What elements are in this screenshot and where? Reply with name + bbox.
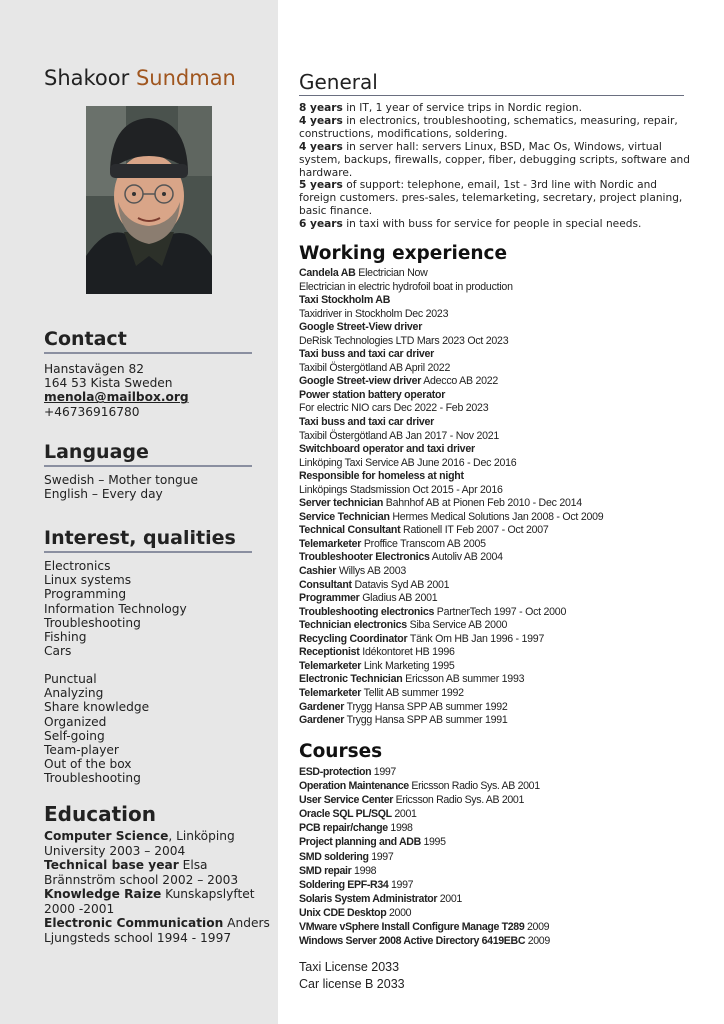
job-entry-title: Electronic Technician [299, 673, 403, 686]
contact-rule [44, 352, 252, 354]
work-list [299, 267, 699, 728]
course-entry-title: Soldering EPF-R34 [299, 878, 389, 891]
job-entry-detail: PartnerTech 1997 - Oct 2000 [434, 605, 567, 618]
address-line: 164 53 Kista Sweden [44, 376, 173, 391]
job-entry-title: Candela AB [299, 267, 356, 279]
job-entry-detail: Idékontoret HB 1996 [359, 646, 455, 659]
interests-rule [44, 551, 252, 553]
quality-item: Share knowledge [44, 700, 150, 715]
job-entry-detail: Taxibil Östergötland AB April 2022 [299, 361, 451, 374]
education-item [44, 829, 272, 858]
course-entry-title: SMD soldering [299, 850, 369, 863]
job-entry [299, 281, 699, 295]
job-entry [299, 335, 699, 349]
job-entry [299, 633, 699, 647]
job-entry [299, 402, 699, 416]
person-name [44, 66, 236, 90]
job-entry-title: Google Street-View driver [299, 321, 423, 334]
education-detail: Elsa Brännström school 2002 – 2003 [44, 858, 239, 887]
course-entry-title: Solaris System Administrator [299, 892, 438, 905]
education-item [44, 858, 272, 887]
job-entry [299, 592, 699, 606]
first-name: Shakoor [44, 66, 130, 90]
course-entry [299, 906, 699, 920]
job-entry [299, 606, 699, 620]
job-entry [299, 362, 699, 376]
job-entry [299, 457, 699, 471]
education-detail: , Linköping University 2003 – 2004 [44, 829, 235, 858]
course-entry-title: SMD repair [299, 864, 352, 877]
job-entry-title: Cashier [299, 565, 337, 578]
general-heading: General [299, 70, 378, 94]
course-entry-detail: 1997 [368, 850, 394, 863]
job-entry [299, 308, 699, 322]
job-entry [299, 430, 699, 444]
job-entry-title: Telemarketer [299, 659, 362, 672]
education-title: Electronic Communication [44, 916, 224, 930]
course-entry-title: Windows Server 2008 Active Directory 6419EBC [299, 935, 526, 948]
summary-years: 4 years [299, 140, 343, 153]
job-entry [299, 579, 699, 593]
license-item: Taxi License 2033 [299, 960, 400, 974]
course-entry [299, 765, 699, 779]
job-entry-title: Taxi buss and taxi car driver [299, 416, 435, 429]
job-entry-detail: Taxibil Östergötland AB Jan 2017 - Nov 2021 [299, 429, 500, 442]
job-entry-title: Troubleshooter Electronics [299, 551, 430, 564]
course-entry-detail: 2001 [437, 892, 462, 905]
course-entry-detail: Ericsson Radio Sys. AB 2001 [393, 794, 524, 807]
course-entry [299, 821, 699, 835]
job-entry-title: Taxi buss and taxi car driver [299, 348, 435, 361]
work-heading: Working experience [299, 243, 508, 264]
course-entry [299, 934, 699, 948]
address-line: Hanstavägen 82 [44, 362, 144, 376]
course-entry-detail: 1998 [387, 822, 413, 835]
job-entry [299, 348, 699, 362]
quality-item: Troubleshooting [44, 771, 141, 786]
job-entry-title: Service Technician [299, 510, 390, 523]
job-entry-detail: For electric NIO cars Dec 2022 - Feb 2023 [299, 402, 489, 415]
job-entry-detail: Trygg Hansa SPP AB summer 1991 [344, 714, 508, 727]
job-entry-title: Receptionist [299, 646, 360, 659]
courses-heading: Courses [299, 741, 383, 762]
job-entry [299, 511, 699, 525]
job-entry-detail: Electrician Now [355, 267, 428, 279]
job-entry-detail: Gladius AB 2001 [359, 592, 438, 605]
course-entry-title: PCB repair/change [299, 822, 388, 835]
interests-heading: Interest, qualities [44, 527, 236, 549]
job-entry [299, 524, 699, 538]
summary-item [299, 102, 691, 115]
summary-years: 5 years [299, 179, 343, 192]
job-entry-detail: Hermes Medical Solutions Jan 2008 - Oct 2009 [389, 510, 604, 523]
job-entry [299, 619, 699, 633]
course-entry-title: ESD-protection [299, 766, 372, 778]
course-list [299, 765, 699, 948]
job-entry-detail: Adecco AB 2022 [421, 375, 499, 388]
summary-item [299, 218, 691, 231]
education-title: Computer Science [44, 829, 169, 843]
course-entry-detail: 1998 [351, 864, 377, 877]
last-name: Sundman [135, 66, 236, 90]
job-entry [299, 701, 699, 715]
email-link[interactable]: menola@mailbox.org [44, 390, 189, 405]
quality-item: Punctual [44, 672, 97, 686]
course-entry-detail: 2009 [525, 935, 550, 948]
interest-item: Troubleshooting [44, 615, 141, 630]
job-entry-detail: Taxidriver in Stockholm Dec 2023 [299, 307, 449, 320]
job-entry [299, 646, 699, 660]
job-entry-title: Server technician [299, 497, 384, 510]
education-list [44, 829, 272, 945]
course-entry-title: Oracle SQL PL/SQL [299, 808, 392, 821]
language-rule [44, 465, 252, 467]
job-entry-detail: Datavis Syd AB 2001 [351, 578, 450, 591]
summary-item [299, 179, 691, 218]
course-entry [299, 835, 699, 849]
education-heading: Education [44, 802, 156, 826]
summary-text: in taxi with buss for service for people in special needs. [342, 218, 642, 231]
general-rule [299, 95, 684, 96]
course-entry-detail: 1997 [371, 766, 396, 778]
job-entry-detail: Linköpings Stadsmission Oct 2015 - Apr 2016 [299, 483, 503, 496]
interest-item: Fishing [44, 630, 87, 645]
job-entry [299, 375, 699, 389]
job-entry [299, 443, 699, 457]
job-entry-detail: Siba Service AB 2000 [406, 619, 508, 632]
job-entry-detail: DeRisk Technologies LTD Mars 2023 Oct 2023 [299, 334, 509, 347]
summary-item [299, 115, 691, 141]
interest-item: Linux systems [44, 573, 132, 588]
job-entry-detail: Linköping Taxi Service AB June 2016 - Dec 2016 [299, 456, 517, 469]
course-entry-title: Unix CDE Desktop [299, 906, 387, 919]
course-entry [299, 878, 699, 892]
job-entry [299, 267, 699, 281]
course-entry-detail: 2000 [386, 906, 412, 919]
job-entry [299, 714, 699, 728]
job-entry-title: Switchboard operator and taxi driver [299, 443, 475, 456]
summary-years: 6 years [299, 218, 343, 231]
summary-item [299, 141, 691, 180]
job-entry-title: Taxi Stockholm AB [299, 294, 391, 307]
job-entry-detail: Proffice Transcom AB 2005 [361, 537, 486, 550]
job-entry-title: Telemarketer [299, 537, 362, 550]
job-entry [299, 470, 699, 484]
job-entry [299, 687, 699, 701]
profile-photo [86, 106, 212, 294]
summary-years: 4 years [299, 114, 343, 127]
course-entry-title: Operation Maintenance [299, 780, 409, 793]
course-entry [299, 793, 699, 807]
license-list [299, 959, 405, 992]
course-entry-detail: Ericsson Radio Sys. AB 2001 [408, 780, 540, 793]
job-entry-title: Troubleshooting electronics [299, 605, 435, 618]
language-heading: Language [44, 441, 149, 463]
job-entry [299, 484, 699, 498]
interests-list [44, 559, 270, 658]
job-entry-title: Telemarketer [299, 686, 362, 699]
job-entry-title: Power station battery operator [299, 388, 446, 401]
job-entry-detail: Autoliv AB 2004 [429, 551, 503, 564]
course-entry-detail: 2001 [391, 808, 417, 821]
job-entry-detail: Tänk Om HB Jan 1996 - 1997 [407, 632, 545, 645]
sidebar [0, 0, 278, 1024]
contact-heading: Contact [44, 328, 127, 350]
job-entry-detail: Link Marketing 1995 [361, 659, 455, 672]
job-entry-title: Gardener [299, 714, 345, 727]
job-entry-detail: Ericsson AB summer 1993 [402, 673, 525, 686]
job-entry-title: Responsible for homeless at night [299, 470, 464, 483]
job-entry-title: Gardener [299, 700, 345, 713]
education-title: Knowledge Raize [44, 887, 162, 901]
job-entry-title: Technical Consultant [299, 524, 401, 537]
job-entry-detail: Electrician in electric hydrofoil boat in production [299, 280, 513, 293]
summary-text: of support: telephone, email, 1st - 3rd line with Nordic and foreign customers. pres-sales, telemarketing, secretary, project planing, basic finance. [299, 179, 683, 218]
job-entry-detail: Rationell IT Feb 2007 - Oct 2007 [400, 524, 549, 537]
job-entry-title: Consultant [299, 578, 352, 591]
course-entry [299, 892, 699, 906]
job-entry-title: Technician electronics [299, 619, 407, 632]
job-entry-title: Programmer [299, 592, 360, 605]
phone-number: +46736916780 [44, 404, 140, 419]
course-entry [299, 864, 699, 878]
job-entry-detail: Trygg Hansa SPP AB summer 1992 [344, 700, 508, 713]
quality-item: Organized [44, 714, 107, 729]
general-summary [299, 102, 691, 231]
language-item: Swedish – Mother tongue [44, 473, 199, 487]
job-entry [299, 565, 699, 579]
education-item [44, 887, 272, 916]
course-entry-title: VMware vSphere Install Configure Manage T289 [299, 921, 525, 934]
interest-item: Electronics [44, 559, 111, 573]
quality-item: Team-player [44, 743, 119, 758]
job-entry [299, 321, 699, 335]
summary-text: in electronics, troubleshooting, schematics, measuring, repair, constructions, modifications, soldering. [299, 114, 678, 140]
job-entry [299, 497, 699, 511]
course-entry-title: Project planning and ADB [299, 836, 421, 849]
job-entry-detail: Bahnhof AB at Pionen Feb 2010 - Dec 2014 [383, 497, 582, 510]
education-title: Technical base year [44, 858, 179, 872]
course-entry-title: User Service Center [299, 794, 394, 807]
quality-item: Self-going [44, 728, 105, 743]
interest-item: Programming [44, 587, 127, 602]
job-entry [299, 660, 699, 674]
summary-text: in server hall: servers Linux, BSD, Mac Os, Windows, virtual system, backups, firewalls, copper, fiber, debugging scripts, software and hardware. [299, 140, 691, 179]
job-entry [299, 416, 699, 430]
job-entry-detail: Tellit AB summer 1992 [361, 686, 464, 699]
contact-block [44, 362, 270, 419]
job-entry-title: Recycling Coordinator [299, 632, 408, 645]
language-item: English – Every day [44, 487, 163, 502]
job-entry [299, 389, 699, 403]
language-list [44, 473, 270, 501]
education-detail: Anders Ljungsteds school 1994 - 1997 [44, 916, 270, 945]
course-entry [299, 920, 699, 934]
quality-item: Analyzing [44, 686, 104, 701]
course-entry-detail: 2009 [524, 921, 550, 934]
job-entry [299, 551, 699, 565]
quality-item: Out of the box [44, 757, 132, 772]
summary-text: in IT, 1 year of service trips in Nordic region. [342, 102, 582, 114]
course-entry-detail: 1997 [388, 878, 414, 891]
license-item: Car license B 2033 [299, 976, 405, 991]
job-entry-title: Google Street-view driver [299, 375, 422, 388]
qualities-list [44, 672, 270, 786]
summary-years: 8 years [299, 102, 343, 114]
job-entry [299, 673, 699, 687]
job-entry [299, 294, 699, 308]
course-entry [299, 807, 699, 821]
interest-item: Cars [44, 644, 72, 659]
course-entry-detail: 1995 [420, 836, 446, 849]
job-entry [299, 538, 699, 552]
education-detail: Kunskapslyftet 2000 -2001 [44, 887, 255, 916]
education-item [44, 916, 272, 945]
course-entry [299, 850, 699, 864]
course-entry [299, 779, 699, 793]
job-entry-detail: Willys AB 2003 [336, 565, 406, 578]
interest-item: Information Technology [44, 601, 187, 616]
